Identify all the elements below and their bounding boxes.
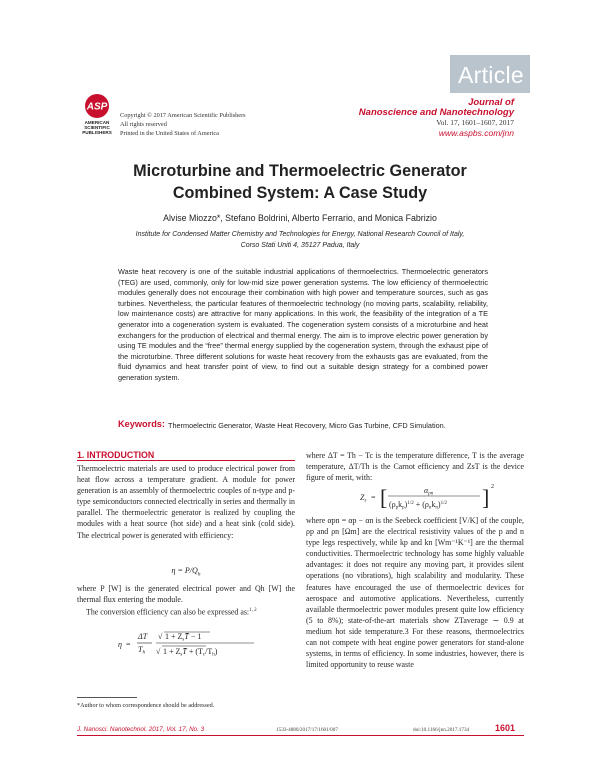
- svg-text:1 + ZsT̄ + (Tc/Th): 1 + ZsT̄ + (Tc/Th): [163, 647, 218, 658]
- efficiency-equation-text: η = P/Q: [171, 566, 198, 575]
- intro-paragraph-4: where ΔT = Th − Tc is the temperature difference, T is the average temperature, ΔT/Th is the Carnot efficiency and ZsT is the device figure of merit, with:: [306, 451, 524, 483]
- journal-url-link[interactable]: www.aspbs.com/jnn: [438, 128, 514, 138]
- citation-ref: 1, 2: [249, 608, 257, 613]
- svg-text:η: η: [118, 640, 122, 649]
- keywords-text: Thermoelectric Generator, Waste Heat Recovery, Micro Gas Turbine, CFD Simulation.: [167, 421, 446, 430]
- article-type-label: Article: [458, 62, 525, 88]
- footer-rule: [77, 735, 524, 736]
- title-line2: Combined System: A Case Study: [172, 184, 428, 202]
- footnote-rule: [77, 697, 137, 698]
- figure-of-merit-equation: [360, 480, 520, 514]
- svg-text:1 + ZsT̄ − 1: 1 + ZsT̄ − 1: [165, 632, 202, 643]
- svg-text:=: =: [126, 640, 131, 649]
- footer-journal-citation: J. Nanosci. Nanotechnol. 2017, Vol. 17, No. 3: [77, 726, 205, 733]
- keywords-block: [118, 419, 488, 431]
- intro-paragraph-5: where αpn = αp − αn is the Seebeck coefficient [V/K] of the couple, ρp and ρn [Ωm] are the electrical resistivity values of the p and n type legs respectively, while kp and kn [Wm⁻¹K⁻¹] are the thermal conductivities. Thermoelectric technology has some highly valuable advantages: it does not require any moving part, it provides silent operations (no vibrations), high scalability and modularity. These features have encouraged the use of thermoelectric devices for aerospace and automotive applications. Nevertheless, currently available thermoelectric power modules present quite low efficiency (5 to 8%); state-of-the-art materials show ZTaverage ∼ 0.9 at medium hot side temperature.3 For these reasons, thermoelectrics can not compete with heat engine power generators for stand-alone systems, in terms of efficiency. In some industries, however, there is limited opportunity to reuse waste: [306, 516, 524, 670]
- author-list: Alvise Miozzo*, Stefano Boldrini, Alberto Ferrario, and Monica Fabrizio: [163, 213, 437, 223]
- rights-line: All rights reserved: [120, 121, 167, 128]
- affiliation: [90, 229, 510, 251]
- keywords-label: Keywords:: [118, 419, 165, 429]
- affiliation-line1: Institute for Condensed Matter Chemistry and Technologies for Energy, National Research Council of Italy,: [135, 231, 465, 238]
- printed-line: Printed in the United States of America: [120, 130, 219, 137]
- affiliation-line2: Corso Stati Uniti 4, 35127 Padua, Italy: [240, 242, 360, 249]
- efficiency-equation-subscript: h: [197, 571, 201, 578]
- svg-text:SCIENTIFIC: SCIENTIFIC: [84, 125, 110, 130]
- intro-paragraph-2: where P [W] is the generated electrical power and Qh [W] the thermal flux entering the module.: [77, 584, 295, 605]
- asp-logo-icon: [77, 92, 119, 138]
- svg-text:]: ]: [482, 485, 490, 510]
- svg-text:2: 2: [491, 484, 494, 490]
- svg-text:PUBLISHERS: PUBLISHERS: [82, 130, 112, 135]
- intro-paragraph-3: [77, 605, 295, 618]
- copyright-line: Copyright © 2017 American Scientific Publishers: [120, 112, 246, 119]
- conversion-efficiency-equation: [118, 624, 288, 664]
- section-heading-rule: [77, 460, 295, 461]
- paper-title: [60, 160, 540, 204]
- journal-name-line2: Nanoscience and Nanotechnology: [358, 107, 514, 118]
- svg-text:(ρpkp)1/2 + (ρnkn)1/2: $(\rho pkp)^{1/2} + (\rho nkn)^{1/2}$: [389, 500, 447, 511]
- footer-issn: 1533-4880/2017/17/1601/007: [276, 727, 338, 733]
- svg-text:ΔT: ΔT: [138, 632, 148, 641]
- journal-name-line1: Journal of: [468, 97, 514, 108]
- footer-doi: doi:10.1166/jnn.2017.1734: [413, 727, 470, 733]
- page-number: 1601: [495, 723, 516, 733]
- svg-text:√: √: [156, 647, 161, 656]
- svg-text:Zs: Zs: [360, 493, 367, 504]
- title-line1: Microturbine and Thermoelectric Generator: [133, 162, 467, 180]
- intro-paragraph-3-text: The conversion efficiency can also be expressed as:: [86, 607, 250, 617]
- svg-text:Th: Th: [138, 645, 145, 656]
- svg-text:=: =: [371, 493, 376, 502]
- copyright-block: [120, 111, 246, 138]
- svg-text:√: √: [158, 632, 163, 641]
- journal-volume: Vol. 17, 1601–1607, 2017: [436, 118, 514, 127]
- svg-text:αpn: αpn: [424, 486, 434, 497]
- section-heading: 1. INTRODUCTION: [77, 450, 155, 460]
- svg-text:[: [: [380, 485, 388, 510]
- intro-paragraph-1: Thermoelectric materials are used to produce electrical power from heat flow across a temperature gradient. A module for power generation is an assembly of thermoelectric couples of n-type and p-type semiconductors connected electrically in series and thermally in parallel. The thermoelectric generator is realized by coupling the modules with a heat source (hot side) and a heat sink (cold side). The electrical power is generated with efficiency:: [77, 464, 295, 540]
- svg-text:AMERICAN: AMERICAN: [84, 120, 110, 125]
- svg-text:ASP: ASP: [86, 101, 108, 113]
- efficiency-equation: [77, 566, 295, 578]
- correspondence-footnote: *Author to whom correspondence should be addressed.: [77, 702, 215, 709]
- abstract-text: Waste heat recovery is one of the suitable industrial applications of thermoelectrics. Thermoelectric generators (TEG) are used, commonly, only for low-mid size power generation systems. The low efficiency of thermoelectric modules generally does not encourage their combination with high power and temperature sources, such as gas turbines. Nevertheless, the particular features of thermoelectric technology (no moving parts, scalability, reliability, low maintenance costs) are attractive for many applications. In this work, the feasibility of the integration of a TE generator into a cogeneration system is evaluated. The cogeneration system consists of a microturbine and heat exchangers for the production of electrical and thermal energy. The aim is to improve electric power generation by using TE modules and the “free” thermal energy supplied by the cogeneration system, through the exhaust pipe of the microturbine. Three different solutions for waste heat recovery from the exhausts gas are evaluated, from the fluid dynamics and heat transfer point of view, to find out a suitable design strategy for a combined power generation system.: [118, 267, 488, 382]
